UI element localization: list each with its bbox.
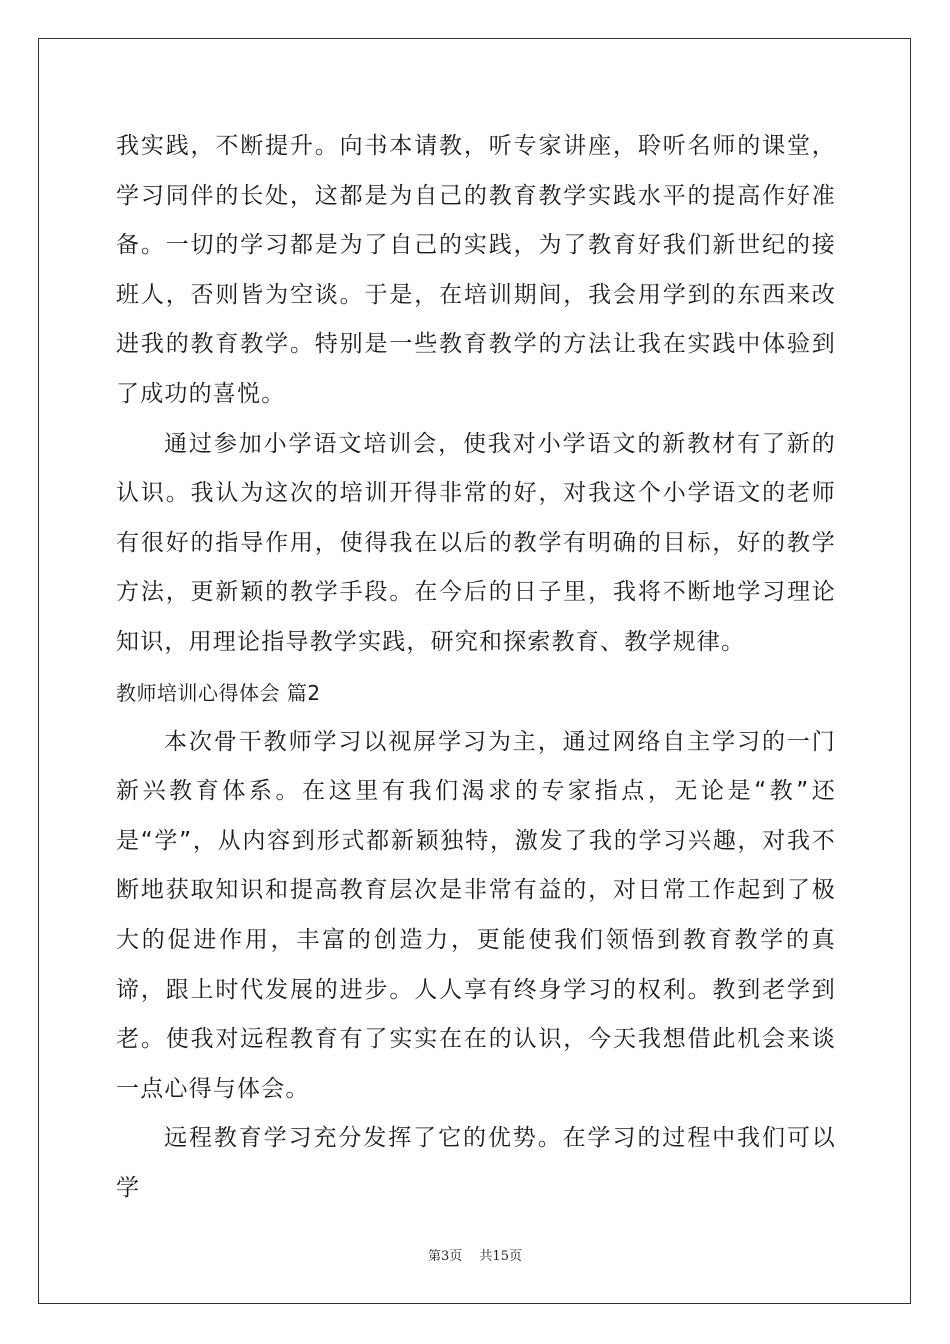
section-heading: 教师培训心得体会 篇2 bbox=[116, 680, 321, 705]
paragraph-4: 远程教育学习充分发挥了它的优势。在学习的过程中我们可以学 bbox=[116, 1125, 836, 1201]
paragraph-1: 我实践，不断提升。向书本请教，听专家讲座，聆听名师的课堂，学习同伴的长处，这都是为自己的教育教学实践水平的提高作好准备。一切的学习都是为了自己的实践，为了教育好我们新世纪的接班人，否则皆为空谈。于是，在培训期间，我会用学到的东西来改进我的教育教学。特别是一些教育教学的方法让我在实践中体验到了成功的喜悦。 bbox=[116, 133, 836, 407]
paragraph-2: 通过参加小学语文培训会，使我对小学语文的新教材有了新的认识。我认为这次的培训开得非常的好，对我这个小学语文的老师有很好的指导作用，使得我在以后的教学有明确的目标，好的教学方法，更新颖的教学手段。在今后的日子里，我将不断地学习理论知识，用理论指导教学实践，研究和探索教育、教学规律。 bbox=[116, 430, 836, 655]
page-number-footer: 第3页 共15页 bbox=[428, 1249, 522, 1264]
paragraph-3: 本次骨干教师学习以视屏学习为主，通过网络自主学习的一门新兴教育体系。在这里有我们渴求的专家指点，无论是“教”还是“学”，从内容到形式都新颖独特，激发了我的学习兴趣，对我不断地获取知识和提高教育层次是非常有益的，对日常工作起到了极大的促进作用，丰富的创造力，更能使我们领悟到教育教学的真谛，跟上时代发展的进步。人人享有终身学习的权利。教到老学到老。使我对远程教育有了实实在在的认识，今天我想借此机会来谈一点心得与体会。 bbox=[116, 728, 836, 1102]
document-body bbox=[116, 122, 836, 1213]
